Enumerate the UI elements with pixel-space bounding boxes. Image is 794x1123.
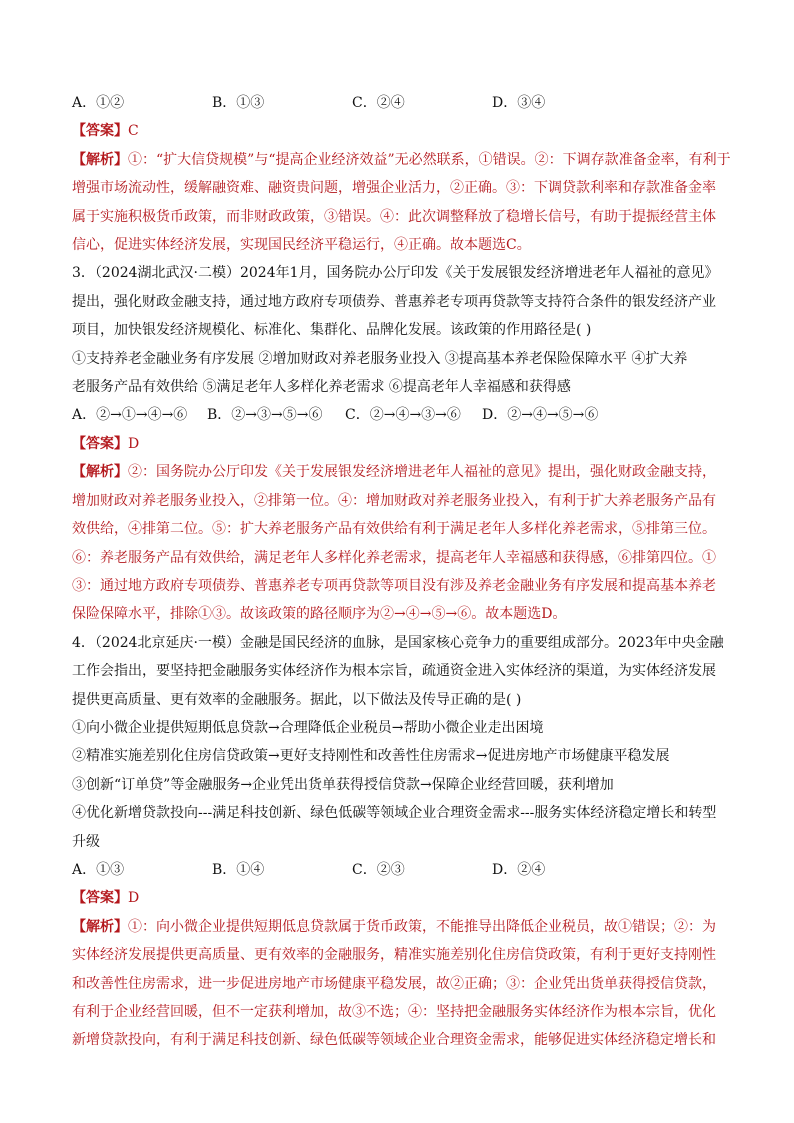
- question-3-stem: 3．（2024湖北武汉·二模）2024年1月，国务院办公厅印发《关于发展银发经济增进老年人福祉的意见》 提出，强化财政金融支持，通过地方政府专项债券、普惠养老专项再贷款等支持符合条件的银发经济产业 项目，加快银发经济规模化、标准化、集群化、品牌化发展。该政策的作用路径是( ): [72, 265, 719, 339]
- prev-answer: 【答案】C: [72, 123, 139, 140]
- option-d: D．③④: [492, 95, 546, 111]
- option-c: C．②④: [352, 95, 405, 111]
- question-4-options: [72, 856, 722, 884]
- option-d: D．②→④→⑤→⑥: [482, 407, 599, 424]
- prev-analysis: 【解析】①：“扩大信贷规模”与“提高企业经济效益”无必然联系，①错误。②：下调存款准备金率，有利于 增强市场流动性，缓解融资难、融资贵问题，增强企业活力，②正确。③：下调贷款利率和存款准备金率 属于实施积极货币政策，而非财政政策，③错误。④：此次调整释放了稳增长信号，有助于提振经营主体 信心，促进实体经济发展，实现国民经济平稳运行，④正确。故本题选C。: [72, 151, 731, 254]
- question-4-items: ①向小微企业提供短期低息贷款→合理降低企业税员→帮助小微企业走出困境 ②精准实施差别化住房信贷政策→更好支持刚性和改善性住房需求→促进房地产市场健康平稳发展 ③创新“订单贷”等金融服务→企业凭出货单获得授信贷款→保障企业经营回暖，获利增加 ④优化新增贷款投向---满足科技创新、绿色低碳等领域企业合理资金需求---服务实体经济稳定增长和转型 升级: [72, 719, 717, 850]
- option-c: C．②③: [352, 861, 405, 878]
- question-3-options: [72, 401, 722, 429]
- option-b: B．①③: [212, 95, 265, 111]
- option-d: D．②④: [492, 861, 546, 878]
- question-3-answer: 【答案】D: [72, 435, 140, 452]
- question-4-analysis: 【解析】①：向小微企业提供短期低息贷款属于货币政策，不能推导出降低企业税员，故①错误；②：为 实体经济发展提供更高质量、更有效率的金融服务，精准实施差别化住房信贷政策，有利于更好支持刚性 和改善性住房需求，进一步促进房地产市场健康平稳发展，故②正确；③：企业凭出货单获得授信贷款， 有利于企业经营回暖，但不一定获利增加，故③不选；④：坚持把金融服务实体经济作为根本宗旨，优化 新增贷款投向，有利于满足科技创新、绿色低碳等领域企业合理资金需求，能够促进实体经济稳定增长和: [72, 918, 716, 1049]
- question-3-analysis: 【解析】②：国务院办公厅印发《关于发展银发经济增进老年人福祉的意见》提出，强化财政金融支持， 增加财政对养老服务业投入，②排第一位。④：增加财政对养老服务业投入，有利于扩大养老服务产品有 效供给，④排第二位。⑤：扩大养老服务产品有效供给有利于满足老年人多样化养老需求，⑤排第三位。 ⑥：养老服务产品有效供给，满足老年人多样化养老需求，提高老年人幸福感和获得感，⑥排第四位。① ③：通过地方政府专项债券、普惠养老专项再贷款等项目没有涉及养老金融业务有序发展和提高基本养老 保险保障水平，排除①③。故该政策的路径顺序为②→④→⑤→⑥。故本题选D。: [72, 464, 716, 623]
- option-b: B．②→③→⑤→⑥: [207, 407, 323, 424]
- option-c: C．②→④→③→⑥: [345, 407, 461, 424]
- option-a: A．②→①→④→⑥: [72, 407, 188, 424]
- question-4-answer: 【答案】D: [72, 890, 140, 907]
- option-a: A．①③: [72, 861, 125, 878]
- prev-question-options: [72, 89, 722, 117]
- document-content: [72, 89, 731, 1055]
- option-b: B．①④: [212, 861, 265, 878]
- option-a: A．①②: [72, 95, 125, 111]
- question-3-items: ①支持养老金融业务有序发展 ②增加财政对养老服务业投入 ③提高基本养老保险保障水平 ④扩大养 老服务产品有效供给 ⑤满足老年人多样化养老需求 ⑥提高老年人幸福感和获得感: [72, 350, 688, 396]
- question-4-stem: 4．（2024北京延庆·一模）金融是国民经济的血脉，是国家核心竞争力的重要组成部分。2023年中央金融 工作会指出，要坚持把金融服务实体经济作为根本宗旨，疏通资金进入实体经济的渠道，为实体经济发展 提供更高质量、更有效率的金融服务。据此，以下做法及传导正确的是( ): [72, 634, 724, 708]
